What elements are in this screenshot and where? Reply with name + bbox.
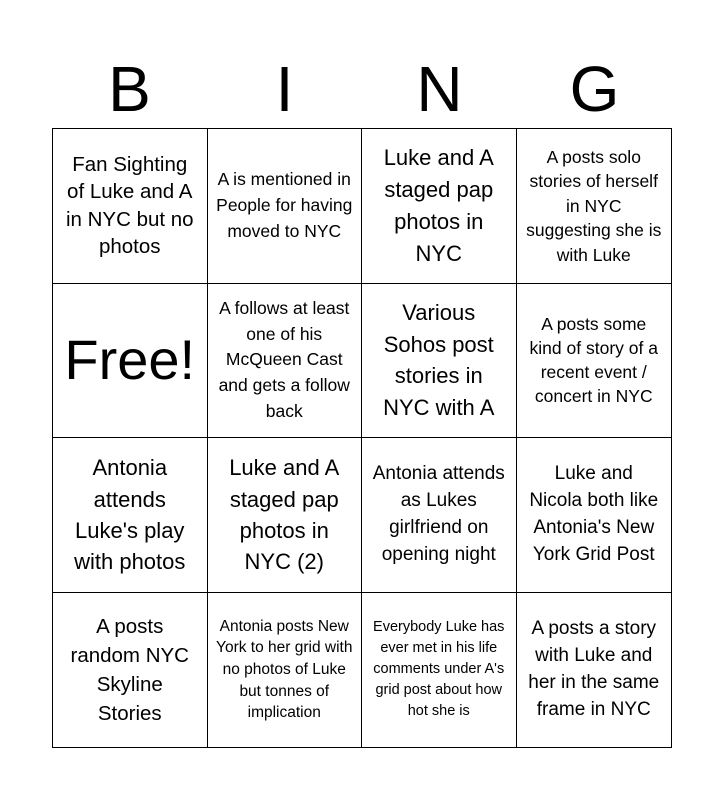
header-letter-b: B [108,53,151,125]
bingo-cell-r1c1[interactable] [53,129,208,284]
bingo-cell-r3c1[interactable] [53,438,208,593]
cell-text: Everybody Luke has ever met in his life comments under A's grid post about how hot she is [373,619,505,720]
bingo-cell-r2c3[interactable] [362,284,517,439]
cell-text: Various Sohos post stories in NYC with A [383,299,495,420]
cell-text: Luke and Nicola both like Antonia's New York Grid Post [529,463,659,565]
cell-text: Luke and A staged pap photos in NYC [383,144,494,266]
bingo-cell-r2c4[interactable] [517,284,672,439]
header-letter-g: G [569,53,620,125]
bingo-cell-r2c1[interactable] [53,284,208,439]
cell-text: A posts random NYC Skyline Stories [70,614,189,725]
cell-text: Luke and A staged pap photos in NYC (2) [229,455,340,574]
cell-text: A is mentioned in People for having moved to NYC [216,169,353,241]
header-letter-n: N [416,53,463,125]
bingo-cell-r4c3[interactable] [362,593,517,748]
cell-text: A follows at least one of his McQueen Cast and gets a follow back [218,298,350,421]
bingo-cell-r1c2[interactable] [208,129,363,284]
header-letter-i: I [275,53,294,125]
bingo-card [52,128,672,748]
cell-text: A posts a story with Luke and her in the same frame in NYC [528,618,660,720]
bingo-cell-r3c3[interactable] [362,438,517,593]
bingo-cell-r4c1[interactable] [53,593,208,748]
cell-text: Antonia attends Luke's play with photos [74,455,186,574]
bingo-cell-r3c4[interactable] [517,438,672,593]
cell-text: A posts solo stories of herself in NYC suggesting she is with Luke [526,146,662,265]
cell-text: Antonia attends as Lukes girlfriend on opening night [372,463,505,565]
cell-text: Fan Sighting of Luke and A in NYC but no photos [65,152,194,259]
cell-text: Antonia posts New York to her grid with no photos of Luke but tonnes of implication [216,617,353,722]
bingo-cell-r1c4[interactable] [517,129,672,284]
bingo-cell-r3c2[interactable] [208,438,363,593]
free-space-text: Free! [64,328,196,392]
bingo-header [52,50,672,128]
bingo-cell-r4c4[interactable] [517,593,672,748]
bingo-cell-r1c3[interactable] [362,129,517,284]
cell-text: A posts some kind of story of a recent event / concert in NYC [529,313,658,407]
bingo-cell-r4c2[interactable] [208,593,363,748]
bingo-cell-r2c2[interactable] [208,284,363,439]
